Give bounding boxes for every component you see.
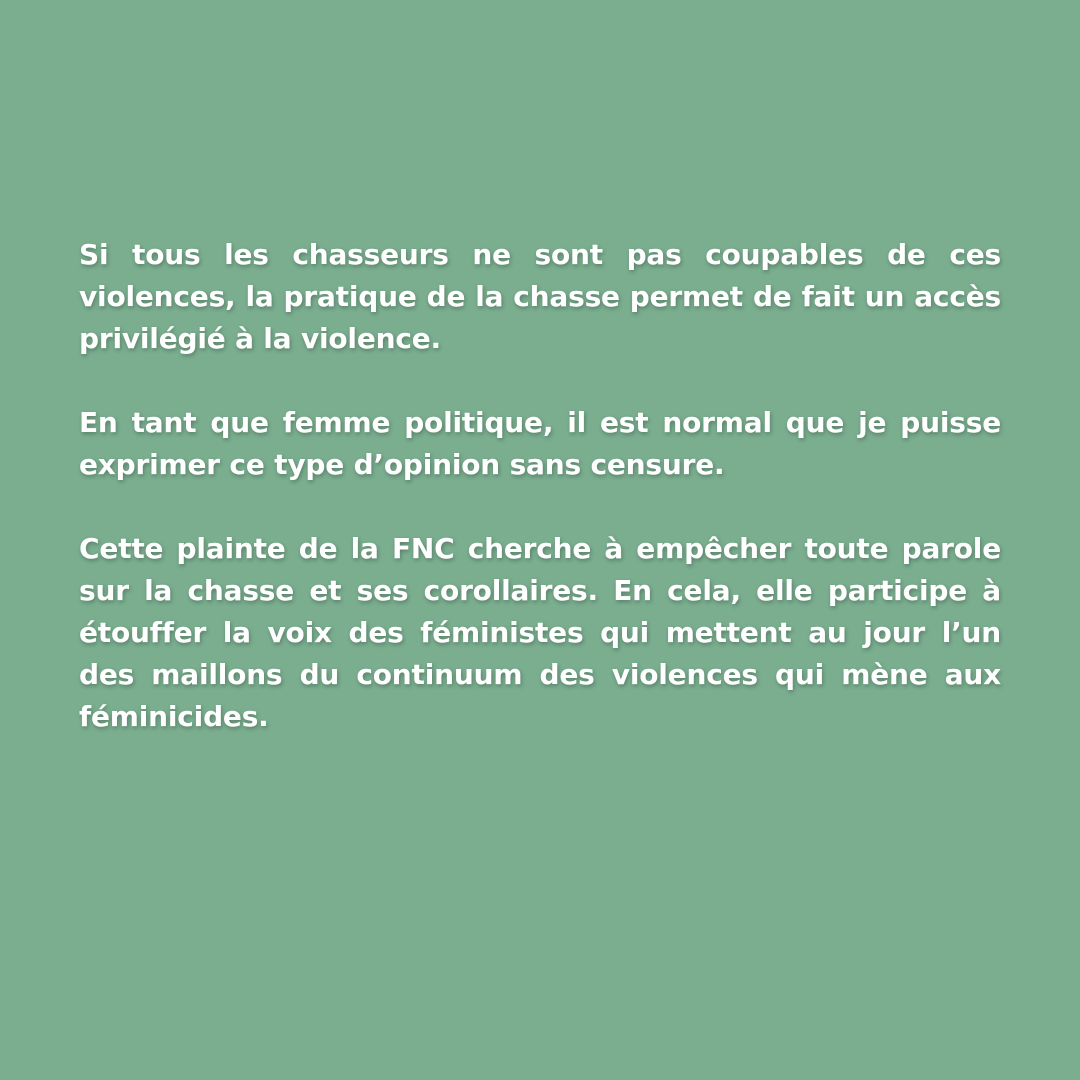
statement-text-block	[79, 234, 1001, 738]
paragraph-hunters-violence: Si tous les chasseurs ne sont pas coupables de ces violences, la pratique de la chasse permet de fait un accès privilégié à la violence.	[79, 238, 1001, 355]
paragraph-fnc-complaint: Cette plainte de la FNC cherche à empêcher toute parole sur la chasse et ses corollaires. En cela, elle participe à étouffer la voix des féministes qui mettent au jour l’un des maillons du continuum des violences qui mène aux féminicides.	[79, 532, 1001, 733]
paragraph-political-opinion: En tant que femme politique, il est normal que je puisse exprimer ce type d’opinion sans censure.	[79, 406, 1001, 481]
